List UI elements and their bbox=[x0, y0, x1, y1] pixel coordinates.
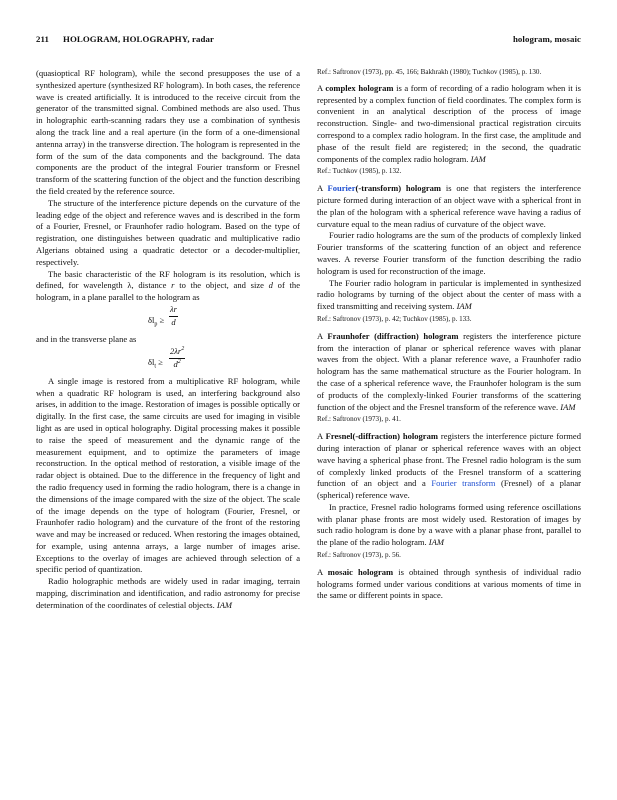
fresnel-paragraph-2 bbox=[317, 502, 581, 549]
entry-body: is a form of recording of a radio hologram when it is represented by a complex function of field coordinates. The complex form is convenient in an analytical description of the process of image reconstruction. Single- and two-dimensional practical registration circuits correspond to a complex radio hologram. In the first case, the amplitude and phase of the result field are registered; in the second, the quadratic components of the complex radio hologram. bbox=[317, 82, 581, 164]
fourier-paragraph-2: Fourier radio holograms are the sum of the products of complexly linked Fourier transforms of the scattering function of an object and reference waves. A reverse Fourier transform of the function describing the radio hologram is used for reconstruction of the image. bbox=[317, 230, 581, 276]
paragraph-transverse: and in the transverse plane as bbox=[36, 333, 137, 344]
link-fourier-transform[interactable]: Fourier transform bbox=[431, 478, 496, 489]
reference-line: Ref.: Tuchkov (1985), p. 132. bbox=[317, 167, 402, 176]
author-initials: IAM bbox=[428, 537, 444, 548]
entry-term: Fraunhofer (diffraction) hologram bbox=[327, 330, 459, 341]
resolution-text-c: to the object, and size bbox=[174, 280, 269, 291]
paragraph-continuation: (quasioptical RF hologram), while the second presupposes the use of a synthesized aperture (synthesized RF hologram). In both cases, the reference wave is created artificially. It is introduced to the receive circuit from the generator of the transmitted signal. Combined methods are also used. Thus in holographic earth-scanning radars they use a combination of synthesis along the track line and a real aperture (in the form of a one-dimensional antenna array) in the transverse direction. The hologram is represented in the form of the sum of the data components and the background. The data components are the product of the integral Fourier transform or Fresnel transform of the scattering function of the object and the function describing the field created by the reference source. bbox=[36, 68, 300, 196]
equation-fraction bbox=[169, 346, 185, 371]
page-number: 211 bbox=[36, 34, 50, 44]
author-initials: IAM bbox=[456, 301, 472, 312]
reference-line: Ref.: Saftronov (1973), p. 41. bbox=[317, 415, 401, 424]
entry-article: A bbox=[317, 566, 328, 577]
left-column bbox=[36, 68, 300, 788]
entry-term: complex hologram bbox=[325, 82, 394, 93]
eq-subscript: t bbox=[154, 363, 157, 370]
fourier-paragraph-3 bbox=[317, 278, 581, 313]
link-fourier[interactable]: Fourier bbox=[327, 183, 356, 194]
eq-denominator bbox=[169, 359, 185, 371]
eq-subscript: p bbox=[154, 321, 158, 328]
entry-term: (-transform) hologram bbox=[355, 183, 442, 194]
eq-numerator-base: 2λr bbox=[170, 345, 182, 356]
paragraph-image-restoration: A single image is restored from a multiplicative RF hologram, while when a quadratic RF hologram is used, an interfering background also arises, in addition to the image. Restoration of images is possible optically or digitally. In the first case, the same circuits are used for imaging in visible light as are used in optical holography. Digital processing makes it possible to raise the speed of measurement and the dynamic range of the measurement equipment, and to optimize the parameters of image reconstruction. In the optical method of restoration, a visible image of the radar object is obtained. Due to the difference in the frequency of light and the radio frequency used in forming the radio hologram, there is a change in the dimensions of the image compared with the size of the object. The scale of the image depends on the type of hologram (Fourier, Fresnel, or Fraunhofer radio hologram) and the curvature of the front of the restoring wave and may be increased or reduced. When restoring the images obtained, for example, using antenna arrays, a large number of images arise. Exceptions to the overlay of images are achieved through selection of a specific period of quantization. bbox=[36, 375, 300, 575]
reference-line: Ref.: Saftronov (1973), p. 56. bbox=[317, 551, 401, 560]
eq-numerator bbox=[169, 346, 185, 359]
entry-body: registers the interference picture from the interaction of planar or spherical reference waves with planar waves from the object. With a planar reference wave, a Fraunhofer radio hologram has the same mathematical structure as the Fourier hologram. In the case of a spherical reference wave, the Fraunhofer hologram is the sum of products of the complexly-linked Fourier transforms of the scattering function of the object and the Fresnel transform of the reference wave. bbox=[317, 330, 581, 412]
eq-denominator-base: d bbox=[173, 358, 178, 369]
entry-mosaic-hologram bbox=[317, 567, 581, 602]
paragraph-resolution bbox=[36, 269, 300, 304]
eq-numerator-exp: 2 bbox=[181, 345, 185, 352]
resolution-text-e: of the hologram, in a plane parallel to the hologram as bbox=[36, 280, 300, 303]
header-right-title: hologram, mosaic bbox=[512, 34, 581, 44]
entry-fraunhofer-hologram bbox=[317, 331, 581, 414]
entry-body: is one that registers the interference picture formed during interaction of an object wave with a spherical front in the plan of the hologram with a spherical reference wave having a radius of curvature equal to the mean radius of curvature of the object wave. bbox=[317, 183, 581, 229]
entry-body-a: registers the interference picture formed during interaction of planar or spherical reference waves with an object wave having a spherical phase front. The Fresnel radio hologram is the sum of complexly linked products of the Fresnel transform of a scattering function of an object and a bbox=[317, 431, 581, 489]
entry-fresnel-hologram bbox=[317, 431, 581, 502]
eq-delta: δl bbox=[148, 356, 155, 367]
symbol-lambda: λ bbox=[127, 280, 132, 291]
equation-lhs bbox=[148, 357, 163, 369]
entry-article: A bbox=[317, 431, 326, 442]
author-initials: IAM bbox=[470, 153, 486, 164]
eq-numerator: λr bbox=[169, 304, 178, 317]
entry-body: is obtained through synthesis of individual radio holograms formed under various conditions at various moments of time in the same or different points in space. bbox=[317, 566, 581, 601]
entry-fourier-hologram bbox=[317, 183, 581, 230]
reference-line: Ref.: Saftronov (1973), p. 42; Tuchkov (1985), p. 133. bbox=[317, 314, 472, 323]
entry-term: mosaic hologram bbox=[327, 566, 394, 577]
resolution-text-a: The basic characteristic of the RF hologram is its resolution, which is defined, for wavelength bbox=[36, 268, 300, 291]
eq-denominator: d bbox=[171, 316, 176, 327]
fresnel-paragraph-2-text: In practice, Fresnel radio holograms formed using reference oscillations with planar phase fronts are most widely used. Restoration of images by such radio hologram is done by a wave with a planar phase front, parallel to the plane of the radio hologram. bbox=[317, 501, 581, 548]
reference-line: Ref.: Saftronov (1973), pp. 45, 166; Bakhrakh (1980); Tuchkov (1985), p. 130. bbox=[317, 68, 542, 76]
entry-article: A bbox=[317, 82, 326, 93]
entry-body-b: (Fresnel) of a planar (spherical) reference wave. bbox=[317, 478, 581, 501]
equation-transverse-resolution bbox=[36, 346, 300, 376]
equation-parallel-resolution bbox=[36, 304, 300, 334]
author-initials: IAM bbox=[560, 401, 576, 412]
eq-ge: ≥ bbox=[156, 356, 163, 367]
entry-article: A bbox=[317, 330, 328, 341]
equation-fraction bbox=[169, 304, 178, 329]
entry-article: A bbox=[317, 183, 328, 194]
right-column bbox=[317, 68, 581, 788]
symbol-d: d bbox=[268, 280, 273, 291]
eq-delta: δl bbox=[148, 314, 155, 325]
equation-lhs bbox=[148, 315, 164, 327]
running-header bbox=[36, 34, 581, 48]
resolution-text-b: , distance bbox=[131, 280, 172, 291]
author-initials: IAM bbox=[216, 599, 233, 610]
entry-complex-hologram bbox=[317, 83, 581, 166]
eq-denominator-exp: 2 bbox=[177, 358, 181, 365]
symbol-r: r bbox=[171, 280, 175, 291]
entry-term: Fresnel(-diffraction) hologram bbox=[325, 431, 438, 442]
paragraph-applications bbox=[36, 576, 300, 611]
paragraph-interference-structure: The structure of the interference picture depends on the curvature of the leading edge of the object and reference waves and is described in the form of a Fourier, Fresnel, or Fraunhofer radio hologram. Based on the type of registration, one distinguishes between quadratic and multiplicative radio Algerians obtained using a quadratic detector or a decoder-multiplier, respectively. bbox=[36, 197, 300, 267]
fourier-paragraph-3-text: The Fourier radio hologram in particular is implemented in synthesized radio holograms by turning of the object about the center of mass with a fixed transmitting and receiving system. bbox=[317, 277, 581, 312]
header-left-title: HOLOGRAM, HOLOGRAPHY, radar bbox=[63, 34, 214, 44]
eq-ge: ≥ bbox=[157, 314, 165, 325]
applications-text: Radio holographic methods are widely used in radar imaging, terrain mapping, discrimination and identification, and radio astronomy for precise determination of the coordinates of celestial objects. bbox=[36, 576, 300, 610]
